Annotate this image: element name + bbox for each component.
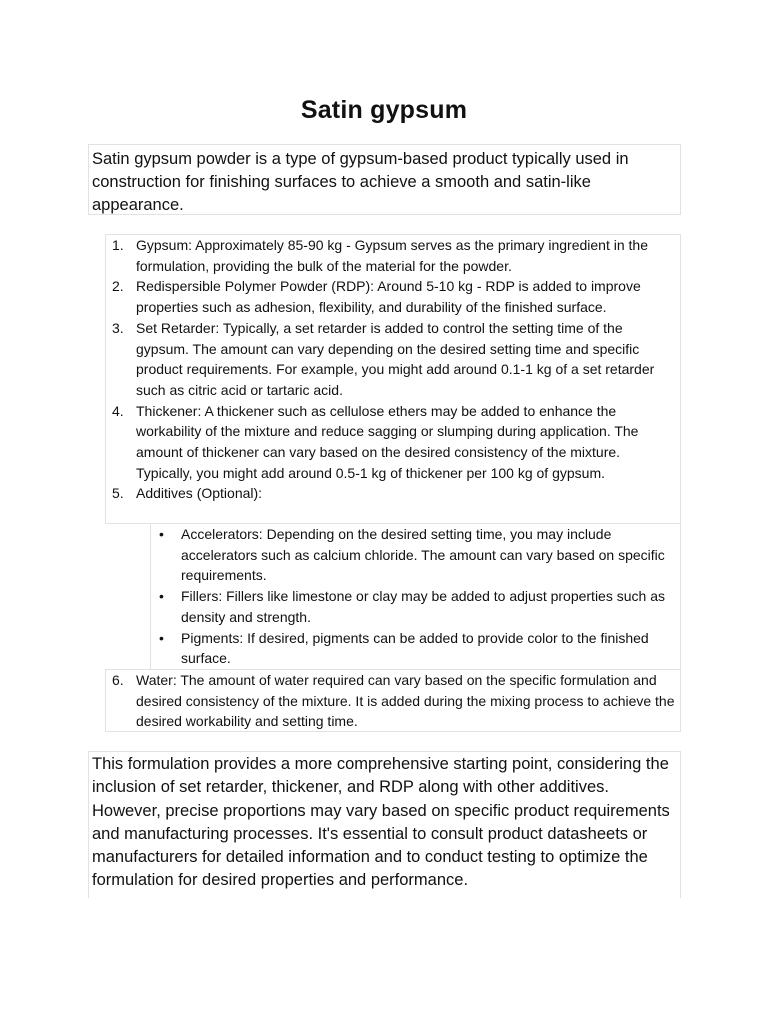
- closing-paragraph: This formulation provides a more comprehensive starting point, considering the inclusion of set retarder, thickener, and RDP along with other additives. However, precise proportions may vary based on specific product requirements and manufacturing processes. It's essential to consult product datasheets or manufacturers for detailed information and to conduct testing to optimize the formulation for desired properties and performance.: [88, 751, 681, 898]
- list-item-text: Gypsum: Approximately 85-90 kg - Gypsum serves as the primary ingredient in the formulation, providing the bulk of the material for the powder.: [136, 237, 648, 274]
- list-item-number: 1.: [112, 237, 124, 253]
- list-item-text: Accelerators: Depending on the desired setting time, you may include accelerators such as calcium chloride. The amount can vary based on specific requirements.: [181, 526, 665, 584]
- list-item-number: 6.: [112, 672, 124, 688]
- list-item-number: 3.: [112, 319, 124, 336]
- bullet-icon: •: [159, 629, 164, 646]
- list-item: [105, 235, 681, 276]
- list-item: [150, 524, 681, 586]
- list-item: [150, 586, 681, 627]
- ingredient-list: [105, 235, 681, 504]
- list-item: [105, 401, 681, 484]
- bullet-icon: •: [159, 588, 164, 605]
- list-item: [150, 628, 681, 669]
- list-item: [105, 276, 681, 317]
- list-item: [105, 318, 681, 401]
- list-item-number: 2.: [112, 278, 124, 295]
- list-item-text: Pigments: If desired, pigments can be added to provide color to the finished surface.: [181, 629, 649, 667]
- list-item-text: Fillers: Fillers like limestone or clay may be added to adjust properties such as density and strength.: [181, 588, 665, 625]
- water-list: [105, 670, 681, 732]
- list-item: [105, 483, 681, 504]
- additive-sublist: [150, 524, 681, 669]
- list-item-text: Water: The amount of water required can vary based on the specific formulation and desired consistency of the mixture. It is added during the mixing process to achieve the desired workability and setting time.: [136, 672, 675, 730]
- list-item-text: Additives (Optional):: [136, 485, 263, 502]
- list-item: [105, 670, 681, 732]
- list-item-text: Thickener: A thickener such as cellulose ethers may be added to enhance the workability of the mixture and reduce sagging or slumping during application. The amount of thickener can vary based on the desired consistency of the mixture. Typically, you might add around 0.5-1 kg of thickener per 100 kg of gypsum.: [136, 402, 639, 481]
- bullet-icon: •: [159, 526, 164, 542]
- list-item-number: 4.: [112, 402, 124, 419]
- list-item-text: Set Retarder: Typically, a set retarder is added to control the setting time of the gypsum. The amount can vary depending on the desired setting time and specific product requirements. For example, you might add around 0.1-1 kg of a set retarder such as citric acid or tartaric acid.: [136, 319, 655, 398]
- intro-paragraph: Satin gypsum powder is a type of gypsum-based product typically used in construction for finishing surfaces to achieve a smooth and satin-like appearance.: [88, 144, 681, 215]
- list-item-number: 5.: [112, 485, 124, 502]
- list-item-text: Redispersible Polymer Powder (RDP): Around 5-10 kg - RDP is added to improve properties such as adhesion, flexibility, and durability of the finished surface.: [136, 278, 641, 316]
- document-title: Satin gypsum: [300, 96, 468, 124]
